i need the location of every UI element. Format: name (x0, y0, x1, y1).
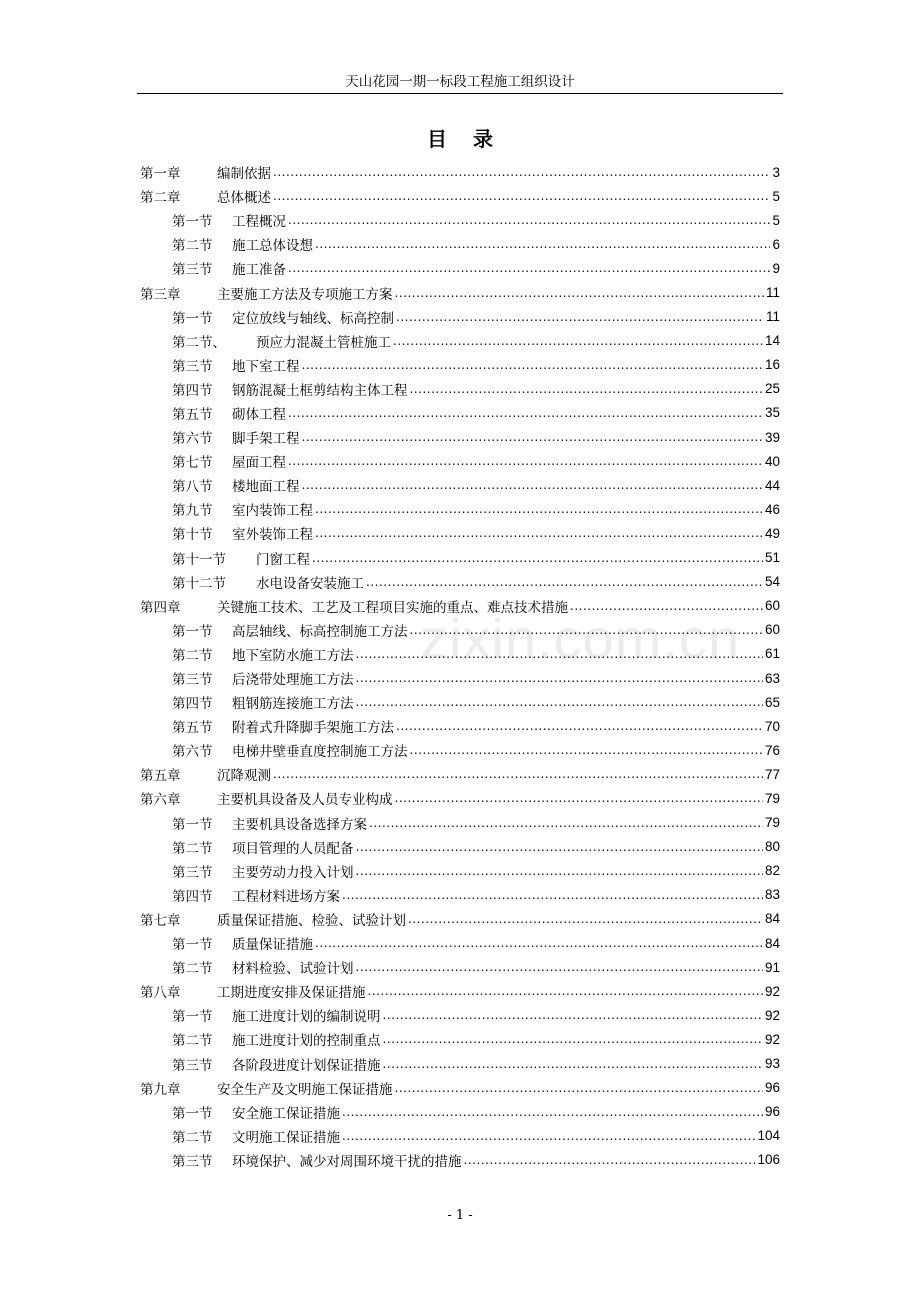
toc-entry-title: 总体概述 (217, 190, 271, 207)
toc-entry-label: 第一节 (172, 1105, 213, 1122)
toc-entry-page: 25 (764, 381, 780, 397)
toc-entry-label: 第三节 (172, 262, 213, 279)
toc-dot-leader (395, 1081, 763, 1095)
toc-entry-page: 6 (772, 236, 780, 252)
toc-dot-leader (273, 189, 770, 203)
toc-dot-leader (356, 960, 763, 974)
toc-entry-title: 安全施工保证措施 (232, 1105, 340, 1122)
toc-entry[interactable] (140, 546, 780, 570)
watermark: zixin.com.cn (420, 607, 741, 670)
toc-entry-page: 44 (764, 477, 780, 493)
toc-entry-page: 11 (765, 285, 780, 301)
toc-entry[interactable] (140, 786, 780, 810)
toc-entry-label: 第五节 (172, 406, 213, 423)
toc-entry[interactable] (140, 690, 780, 714)
toc-entry[interactable] (140, 594, 780, 618)
toc-entry-page: 106 (757, 1152, 780, 1168)
toc-entry-page: 14 (764, 333, 780, 349)
toc-entry[interactable] (140, 1100, 780, 1124)
toc-entry-title: 主要劳动力投入计划 (232, 864, 354, 881)
toc-entry-page: 5 (772, 212, 780, 228)
toc-entry-page: 63 (764, 670, 780, 686)
toc-entry[interactable] (140, 618, 780, 642)
toc-dot-leader (302, 358, 763, 372)
toc-entry-label: 第八章 (140, 985, 181, 1002)
toc-entry-label: 第四节 (172, 382, 213, 399)
toc-entry-page: 9 (772, 260, 780, 276)
toc-entry-label: 第三节 (172, 864, 213, 881)
toc-entry-label: 第三节 (172, 358, 213, 375)
toc-entry-label: 第二节 (172, 840, 213, 857)
toc-entry-title: 钢筋混凝土框剪结构主体工程 (232, 382, 408, 399)
toc-entry[interactable] (140, 762, 780, 786)
toc-dot-leader (356, 695, 763, 709)
toc-entry-label: 第一节 (172, 623, 213, 640)
toc-entry-label: 第一节 (172, 214, 213, 231)
toc-entry-page: 11 (765, 309, 780, 325)
toc-entry[interactable] (140, 1051, 780, 1075)
toc-entry-label: 第十二节 (172, 575, 226, 592)
toc-entry-title: 砌体工程 (232, 406, 286, 423)
toc-entry-label: 第一节 (172, 1009, 213, 1026)
toc-dot-leader (288, 406, 763, 420)
toc-entry-page: 65 (764, 694, 780, 710)
toc-entry-page: 82 (764, 863, 780, 879)
toc-entry[interactable] (140, 1124, 780, 1148)
toc-entry-page: 92 (764, 983, 780, 999)
toc-entry-label: 第九章 (140, 1081, 181, 1098)
toc-entry-label: 第四章 (140, 599, 181, 616)
toc-dot-leader (315, 237, 770, 251)
toc-entry-title: 定位放线与轴线、标高控制 (232, 310, 394, 327)
toc-entry-label: 第四节 (172, 696, 213, 713)
toc-dot-leader (368, 984, 763, 998)
toc-entry-page: 3 (772, 164, 780, 180)
toc-entry[interactable] (140, 931, 780, 955)
toc-dot-leader (273, 767, 763, 781)
toc-entry-title: 各阶段进度计划保证措施 (232, 1057, 381, 1074)
toc-entry[interactable] (140, 497, 780, 521)
toc-entry-label: 第三节 (172, 672, 213, 689)
toc-entry[interactable] (140, 955, 780, 979)
toc-entry-page: 83 (764, 887, 780, 903)
toc-entry-label: 第四节 (172, 888, 213, 905)
toc-entry[interactable] (140, 907, 780, 931)
toc-dot-leader (383, 1057, 763, 1071)
toc-entry-title: 主要机具设备选择方案 (232, 816, 367, 833)
toc-entry-label: 第一节 (172, 816, 213, 833)
toc-dot-leader (396, 719, 763, 733)
toc-entry-page: 84 (764, 911, 780, 927)
toc-entry-title: 电梯井壁垂直度控制施工方法 (232, 744, 408, 761)
toc-entry-page: 91 (764, 959, 780, 975)
toc-entry[interactable] (140, 449, 780, 473)
toc-entry-label: 第三节 (172, 1057, 213, 1074)
toc-dot-leader (464, 1153, 756, 1167)
toc-entry-label: 第六章 (140, 792, 181, 809)
toc-dot-leader (356, 840, 763, 854)
toc-entry-page: 93 (764, 1056, 780, 1072)
toc-entry-title: 项目管理的人员配备 (232, 840, 354, 857)
toc-entry-label: 第二节 (172, 961, 213, 978)
toc-entry-title: 施工进度计划的编制说明 (232, 1009, 381, 1026)
toc-entry[interactable] (140, 1148, 780, 1172)
running-header: 天山花园一期一标段工程施工组织设计 (345, 74, 575, 90)
toc-entry-title: 安全生产及文明施工保证措施 (217, 1081, 393, 1098)
toc-entry[interactable] (140, 184, 780, 208)
toc-entry-title: 编制依据 (217, 166, 271, 183)
toc-entry-title: 工期进度安排及保证措施 (217, 985, 366, 1002)
toc-entry[interactable] (140, 666, 780, 690)
toc-entry-label: 第二章 (140, 190, 181, 207)
toc-entry-title: 附着式升降脚手架施工方法 (232, 720, 394, 737)
toc-entry-label: 第五节 (172, 720, 213, 737)
toc-dot-leader (369, 816, 763, 830)
toc-dot-leader (408, 912, 763, 926)
toc-dot-leader (410, 623, 763, 637)
toc-entry-label: 第三节 (172, 1153, 213, 1170)
toc-entry-title: 室内装饰工程 (232, 503, 313, 520)
toc-dot-leader (393, 334, 763, 348)
toc-dot-leader (356, 864, 763, 878)
toc-entry-title: 环境保护、减少对周围环境干扰的措施 (232, 1153, 462, 1170)
toc-entry[interactable] (140, 642, 780, 666)
toc-entry-title: 质量保证措施、检验、试验计划 (217, 912, 406, 929)
toc-entry[interactable] (140, 329, 780, 353)
header-rule (137, 93, 783, 94)
toc-entry-title: 材料检验、试验计划 (232, 961, 354, 978)
toc-entry[interactable] (140, 1027, 780, 1051)
toc-entry[interactable] (140, 305, 780, 329)
toc-entry[interactable] (140, 256, 780, 280)
toc-dot-leader (366, 575, 763, 589)
toc-entry-title: 关键施工技术、工艺及工程项目实施的重点、难点技术措施 (217, 599, 568, 616)
toc-entry-page: 61 (764, 646, 780, 662)
toc-dot-leader (302, 430, 763, 444)
toc-entry-title: 屋面工程 (232, 455, 286, 472)
toc-entry-page: 84 (764, 935, 780, 951)
toc-entry-label: 第一节 (172, 310, 213, 327)
toc-entry-page: 16 (764, 357, 780, 373)
toc-entry[interactable] (140, 425, 780, 449)
table-of-contents (140, 160, 780, 1172)
toc-entry-page: 79 (764, 790, 780, 806)
toc-entry-page: 51 (764, 550, 780, 566)
toc-dot-leader (315, 502, 763, 516)
toc-entry-label: 第八节 (172, 479, 213, 496)
toc-dot-leader (342, 1105, 763, 1119)
toc-dot-leader (315, 936, 763, 950)
toc-entry-page: 77 (764, 766, 780, 782)
toc-dot-leader (288, 213, 770, 227)
toc-entry-label: 第二节 (172, 238, 213, 255)
toc-entry-title: 施工总体设想 (232, 238, 313, 255)
toc-entry-label: 第七章 (140, 912, 181, 929)
toc-entry[interactable] (140, 570, 780, 594)
toc-entry-page: 54 (764, 574, 780, 590)
toc-entry-page: 5 (772, 188, 780, 204)
toc-entry-label: 第七节 (172, 455, 213, 472)
toc-entry-label: 第二节 (172, 647, 213, 664)
toc-entry-title: 文明施工保证措施 (232, 1129, 340, 1146)
toc-entry[interactable] (140, 714, 780, 738)
toc-dot-leader (383, 1008, 763, 1022)
toc-entry-title: 预应力混凝土管桩施工 (256, 334, 391, 351)
toc-entry-label: 第六节 (172, 431, 213, 448)
toc-dot-leader (315, 526, 763, 540)
toc-entry-label: 第五章 (140, 768, 181, 785)
toc-entry[interactable] (140, 232, 780, 256)
page-footer-number: - 1 - (447, 1208, 473, 1223)
toc-entry-page: 60 (764, 622, 780, 638)
toc-entry-page: 96 (764, 1104, 780, 1120)
toc-entry-page: 39 (764, 429, 780, 445)
toc-entry-label: 第一章 (140, 166, 181, 183)
toc-dot-leader (288, 454, 763, 468)
toc-dot-leader (356, 671, 763, 685)
toc-entry-title: 施工进度计划的控制重点 (232, 1033, 381, 1050)
toc-entry[interactable] (140, 979, 780, 1003)
toc-dot-leader (395, 791, 763, 805)
toc-entry-title: 施工准备 (232, 262, 286, 279)
toc-entry-title: 脚手架工程 (232, 431, 300, 448)
toc-entry-label: 第二节、 (172, 334, 226, 351)
toc-entry[interactable] (140, 160, 780, 184)
toc-entry-title: 沉降观测 (217, 768, 271, 785)
toc-dot-leader (570, 599, 763, 613)
toc-entry-page: 35 (764, 405, 780, 421)
toc-entry-label: 第一节 (172, 937, 213, 954)
toc-dot-leader (396, 310, 764, 324)
toc-dot-leader (273, 165, 770, 179)
toc-entry-page: 49 (764, 525, 780, 541)
toc-entry[interactable] (140, 835, 780, 859)
toc-entry-title: 室外装饰工程 (232, 527, 313, 544)
toc-entry-title: 主要施工方法及专项施工方案 (217, 286, 393, 303)
toc-dot-leader (302, 478, 763, 492)
toc-entry[interactable] (140, 401, 780, 425)
toc-entry[interactable] (140, 473, 780, 497)
toc-entry-title: 地下室防水施工方法 (232, 647, 354, 664)
toc-entry[interactable] (140, 521, 780, 545)
toc-dot-leader (395, 286, 764, 300)
toc-entry-title: 水电设备安装施工 (256, 575, 364, 592)
toc-entry[interactable] (140, 208, 780, 232)
toc-entry-label: 第十一节 (172, 551, 226, 568)
toc-dot-leader (342, 888, 763, 902)
toc-entry-page: 80 (764, 839, 780, 855)
toc-entry[interactable] (140, 738, 780, 762)
toc-dot-leader (312, 551, 763, 565)
toc-entry-label: 第二节 (172, 1033, 213, 1050)
toc-entry-label: 第二节 (172, 1129, 213, 1146)
toc-entry-title: 粗钢筋连接施工方法 (232, 696, 354, 713)
toc-entry-page: 104 (757, 1128, 780, 1144)
toc-entry[interactable] (140, 1003, 780, 1027)
toc-entry-title: 工程概况 (232, 214, 286, 231)
toc-entry-title: 门窗工程 (256, 551, 310, 568)
toc-entry-page: 92 (764, 1007, 780, 1023)
toc-entry-page: 40 (764, 453, 780, 469)
toc-entry-title: 地下室工程 (232, 358, 300, 375)
toc-title: 目录 (427, 127, 519, 151)
toc-entry[interactable] (140, 811, 780, 835)
toc-dot-leader (410, 743, 763, 757)
toc-entry-page: 79 (764, 815, 780, 831)
toc-entry-label: 第三章 (140, 286, 181, 303)
toc-entry-title: 高层轴线、标高控制施工方法 (232, 623, 408, 640)
toc-entry-page: 96 (764, 1080, 780, 1096)
toc-entry-title: 主要机具设备及人员专业构成 (217, 792, 393, 809)
toc-dot-leader (342, 1129, 755, 1143)
toc-entry-label: 第六节 (172, 744, 213, 761)
toc-dot-leader (356, 647, 763, 661)
toc-entry[interactable] (140, 1076, 780, 1100)
toc-entry-page: 76 (764, 742, 780, 758)
toc-entry[interactable] (140, 859, 780, 883)
toc-dot-leader (383, 1032, 763, 1046)
toc-dot-leader (288, 261, 770, 275)
toc-entry-title: 后浇带处理施工方法 (232, 672, 354, 689)
toc-entry-label: 第九节 (172, 503, 213, 520)
toc-entry-page: 46 (764, 501, 780, 517)
toc-entry-title: 楼地面工程 (232, 479, 300, 496)
toc-entry[interactable] (140, 280, 780, 304)
toc-entry-label: 第十节 (172, 527, 213, 544)
toc-entry-title: 工程材料进场方案 (232, 888, 340, 905)
toc-entry-page: 70 (764, 718, 780, 734)
toc-entry[interactable] (140, 377, 780, 401)
toc-entry[interactable] (140, 353, 780, 377)
toc-dot-leader (410, 382, 763, 396)
toc-entry-title: 质量保证措施 (232, 937, 313, 954)
toc-entry-page: 60 (764, 598, 780, 614)
toc-entry-page: 92 (764, 1031, 780, 1047)
toc-entry[interactable] (140, 883, 780, 907)
